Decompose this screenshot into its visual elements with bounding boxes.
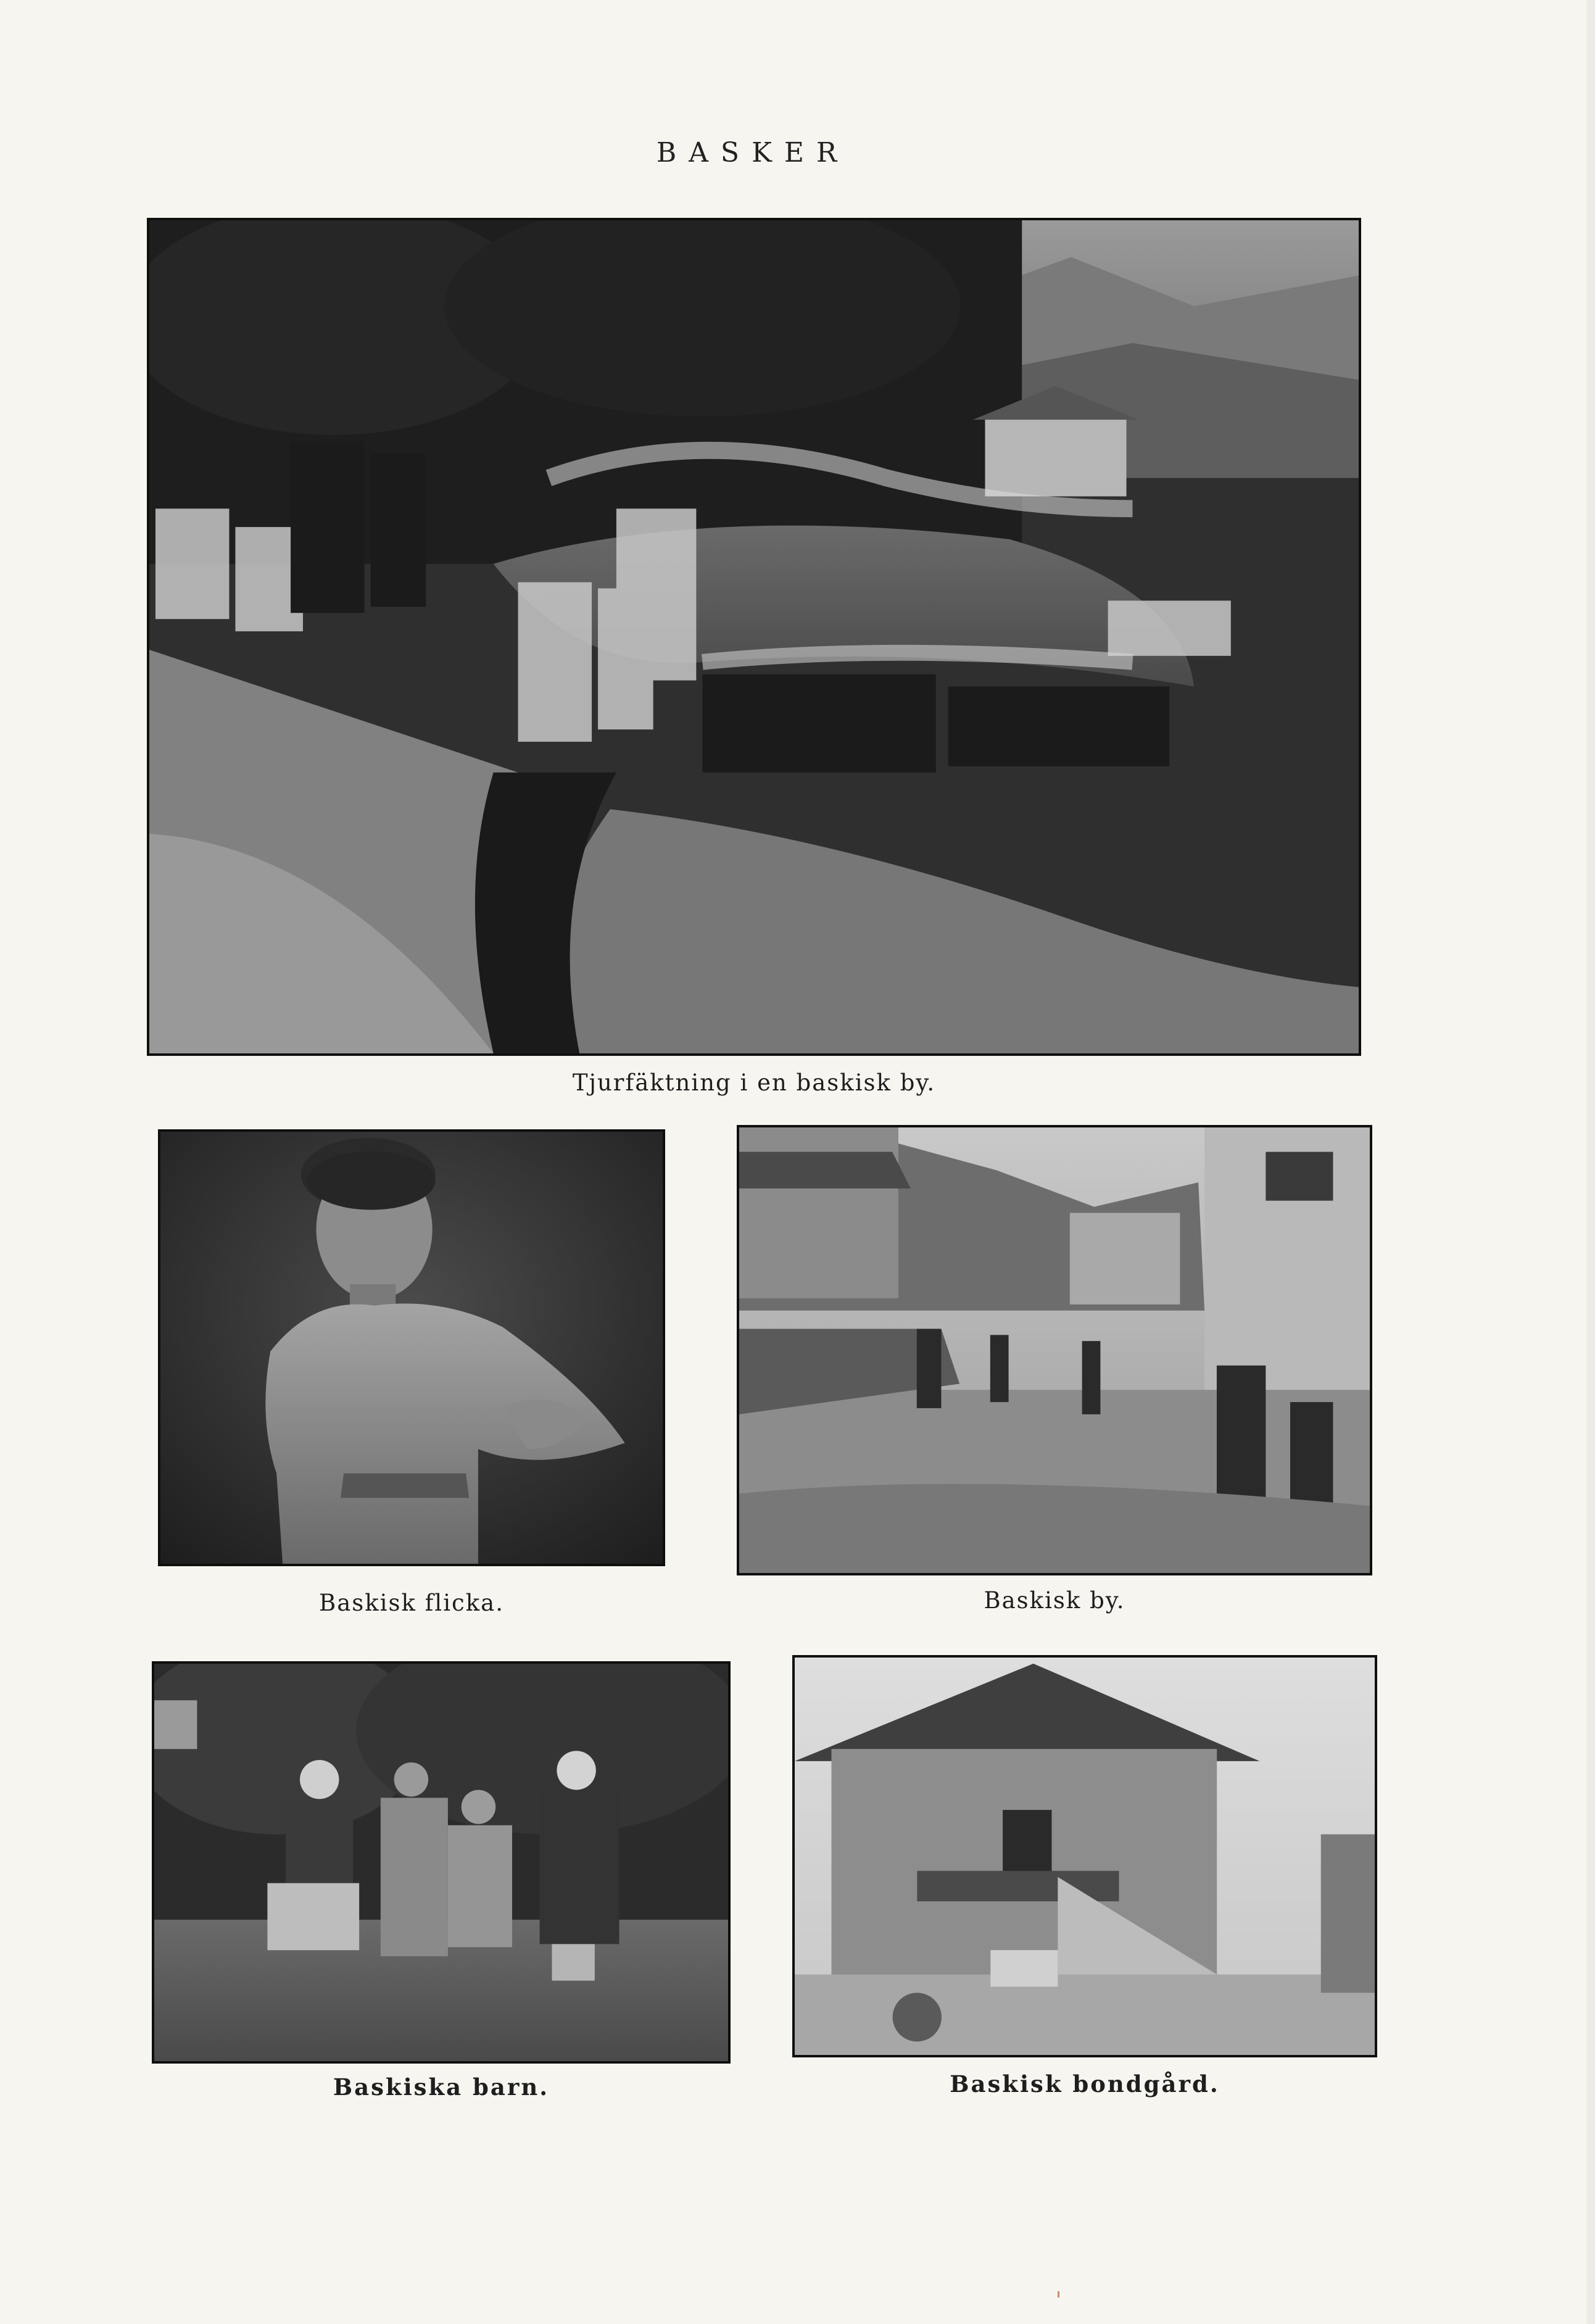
photo-bullfight [147,218,1361,1056]
paper-speck [1058,2291,1059,2297]
caption-bullfight: Tjurfäktning i en baskisk by. [572,1069,936,1096]
page-title: BASKER [656,137,850,168]
caption-children: Baskiska barn. [333,2073,550,2101]
photo-farmhouse [792,1655,1377,2057]
caption-village: Baskisk by. [984,1587,1125,1614]
photo-girl [158,1129,665,1566]
caption-farmhouse: Baskisk bondgård. [950,2070,1220,2098]
photo-children [152,1661,731,2064]
caption-girl: Baskisk flicka. [319,1590,504,1616]
photo-village [737,1125,1372,1575]
